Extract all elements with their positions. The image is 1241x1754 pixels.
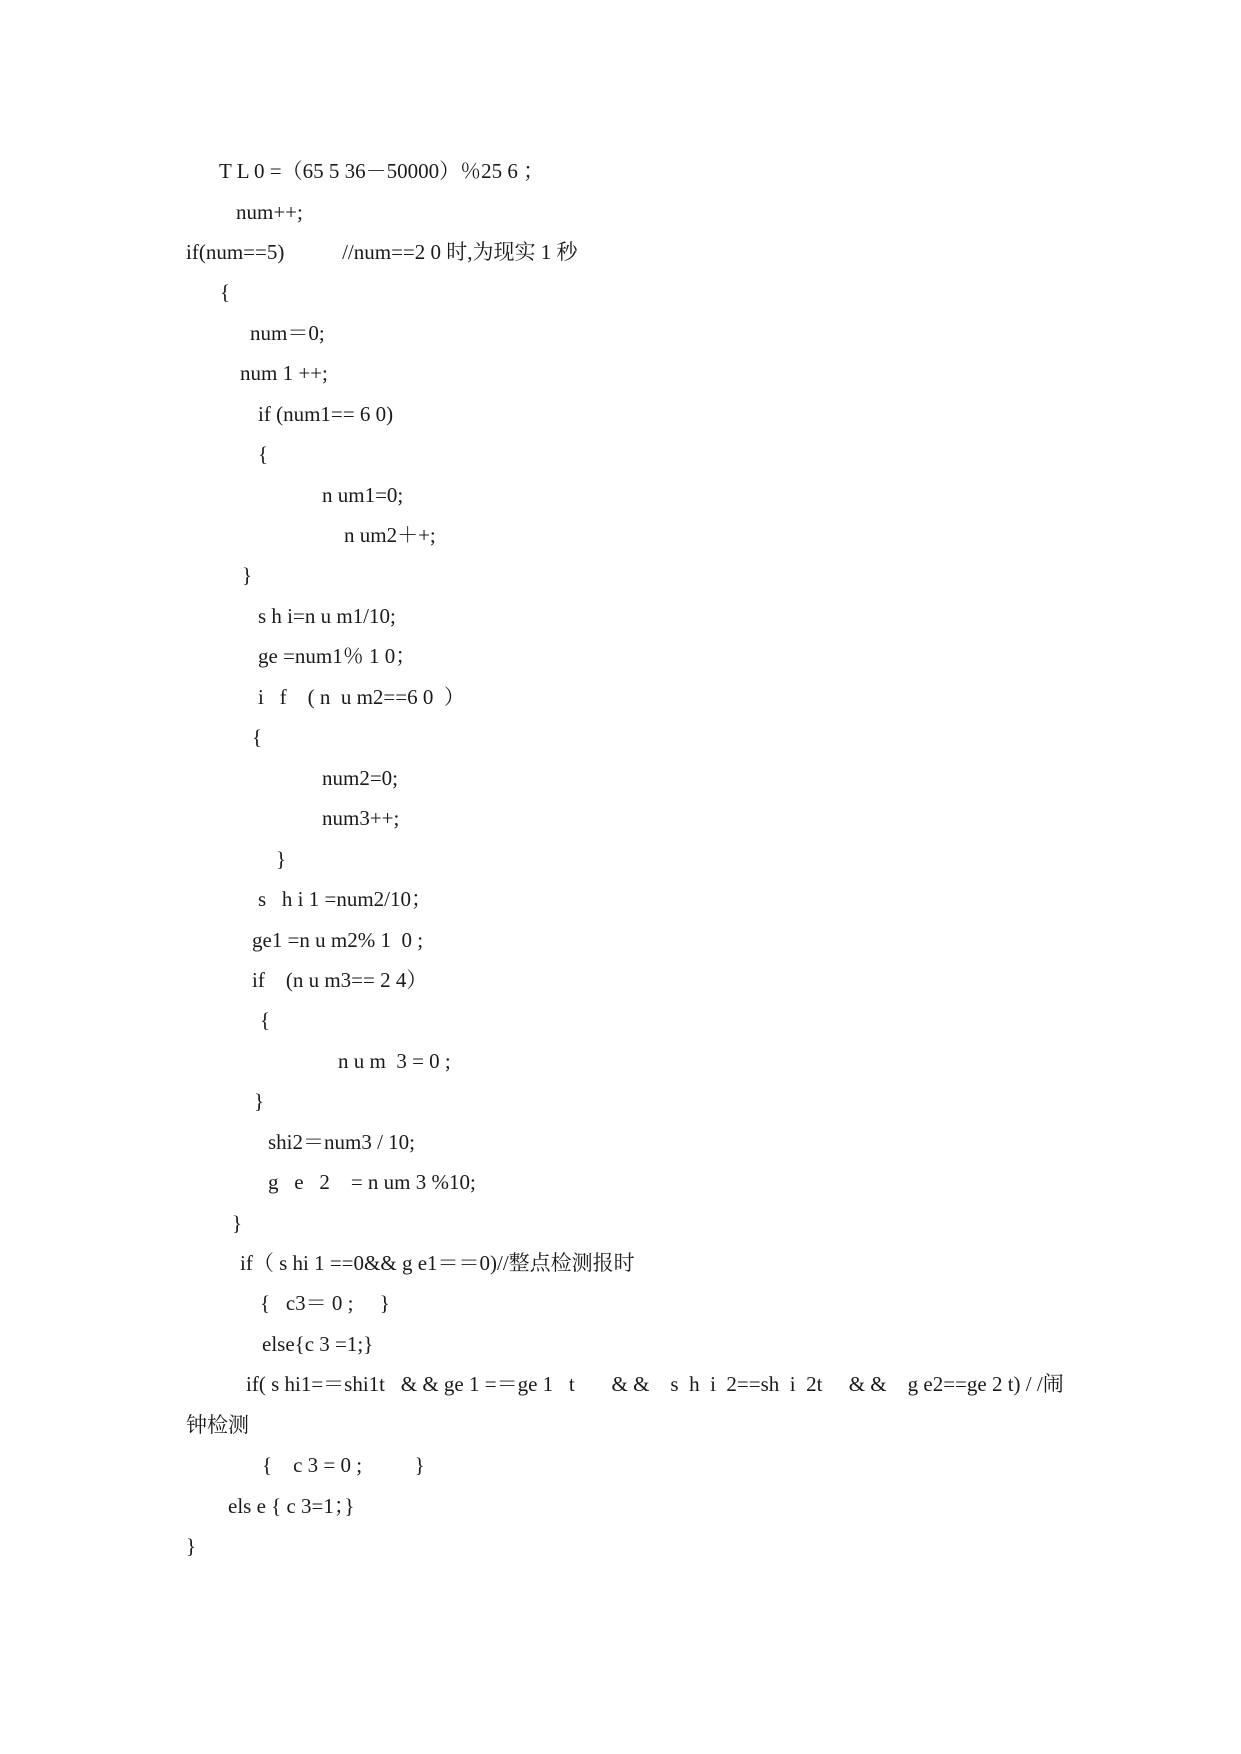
code-line: ge1 =n u m2% 1 0 ; [252,928,424,952]
code-line: if( s hi1=＝shi1t & & ge 1 =＝ge 1 t & & s h i 2==sh i 2t & & g e2==ge 2 t) / /闹 [246,1372,1064,1396]
code-line: i f ( n u m2==6 0 ） [258,685,465,709]
code-line: else{c 3 =1;} [262,1332,374,1356]
code-line: ge =num1％ 1 0； [258,644,417,668]
code-line: } [186,1534,197,1558]
code-line: } [254,1089,265,1113]
code-line: { [220,280,231,304]
code-line: if（ s hi 1 ==0&& g e1＝＝0)//整点检测报时 [240,1251,635,1275]
code-line: s h i 1 =num2/10； [258,887,433,911]
code-line: } [242,563,253,587]
code-line: { [258,442,269,466]
code-line: s h i=n u m1/10; [258,604,396,628]
code-line: els e { c 3=1；} [228,1494,355,1518]
code-line: n um2＋+; [344,523,436,547]
code-line: T L 0 =（65 5 36－50000）％25 6 ； [219,159,545,183]
code-line: if(num==5) //num==2 0 时,为现实 1 秒 [186,240,578,264]
code-line: num＝0; [250,321,325,345]
code-line: n um1=0; [322,483,404,507]
code-line: num2=0; [322,766,399,790]
code-line: 钟检测 [186,1413,249,1437]
code-line: shi2＝num3 / 10; [268,1130,416,1154]
code-line: } [276,847,287,871]
code-line: if (n u m3== 2 4） [252,968,428,992]
code-line: { c 3 = 0 ; } [262,1453,425,1477]
code-line: { [260,1008,271,1032]
code-line: { c3＝ 0 ; } [260,1291,390,1315]
code-line: n u m 3 = 0 ; [338,1049,451,1073]
code-line: num 1 ++; [240,361,328,385]
code-line: num3++; [322,806,400,830]
code-line: } [232,1211,243,1235]
code-line: num++; [236,200,303,224]
code-line: if (num1== 6 0) [258,402,394,426]
code-line: g e 2 = n um 3 %10; [268,1170,476,1194]
code-line: { [252,725,263,749]
